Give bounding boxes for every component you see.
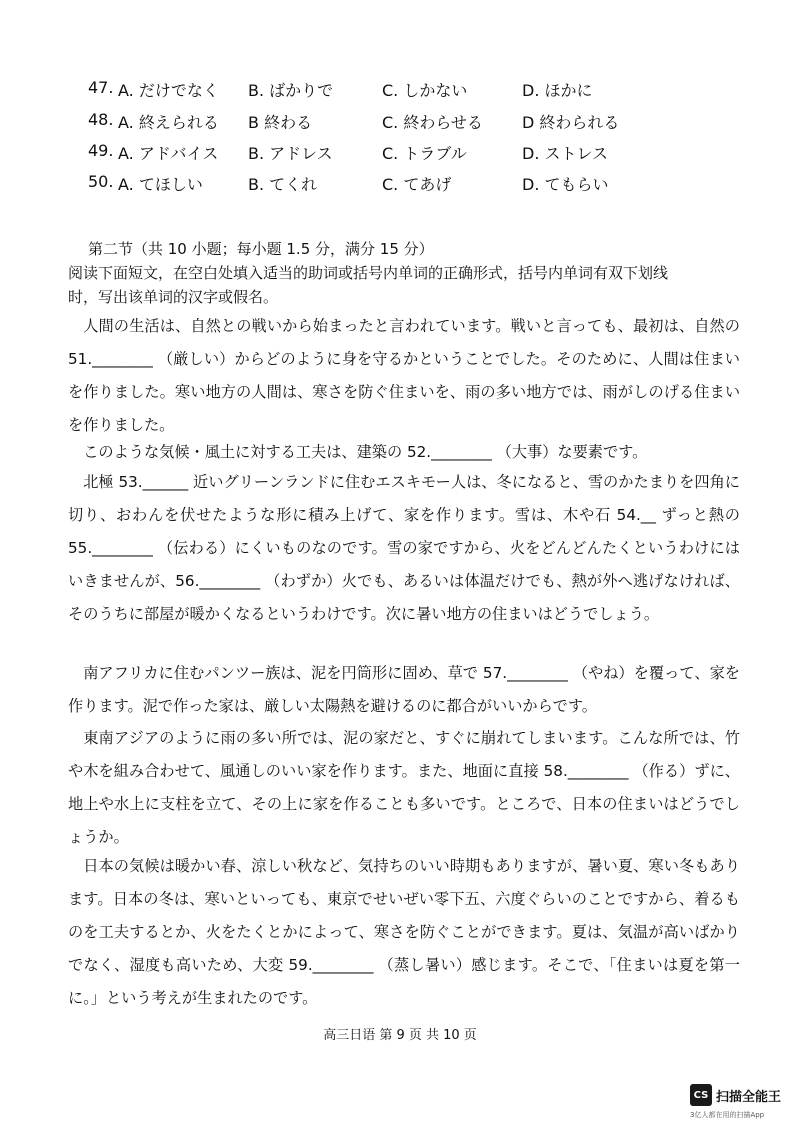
option-d: D. てもらい	[522, 175, 609, 194]
option-c: C. しかない	[382, 81, 468, 100]
instruction-line-2: 时，写出该单词的汉字或假名。	[68, 288, 279, 306]
passage-paragraph-2	[68, 436, 740, 469]
paragraph-text: 日本の気候は暖かい春、涼しい秋など、気持ちのいい時期もありますが、暑い夏、寒い冬もあります。日本の冬は、寒いといっても、東京でせいぜい零下五、六度ぐらいのことですから、着るものを工夫するとか、火をたくとかによって、寒さを防ぐことができます。夏は、気温が高いばかりでなく、湿度も高いため、大変 59.________ （蒸し暑い）感じます。そこで、「住まいは夏を第一に。」という考えが生まれたのです。	[68, 857, 741, 1007]
option-d: D. ほかに	[522, 81, 593, 100]
instruction-line-1: 阅读下面短文，在空白处填入适当的助词或括号内单词的正确形式，括号内单词有双下划线	[68, 264, 669, 282]
paragraph-text: 人間の生活は、自然との戦いから始まったと言われています。戦いと言っても、最初は、自然の 51.________ （厳しい）からどのように身を守るかということでした。そのために、人間は住まいを作りました。寒い地方の人間は、寒さを防ぐ住まいを、雨の多い地方では、雨がしのげる住まいを作りました。	[68, 317, 741, 434]
passage-paragraph-3	[68, 466, 740, 631]
option-a: A. だけでなく	[118, 81, 219, 100]
option-b: B. てくれ	[248, 175, 318, 194]
option-c: C. トラブル	[382, 144, 467, 163]
option-d: D 終わられる	[522, 113, 620, 132]
option-b: B. アドレス	[248, 144, 333, 163]
question-number: 49.	[88, 141, 114, 160]
paragraph-text: このような気候・風土に対する工夫は、建築の 52.________ （大事）な要素です。	[83, 443, 648, 461]
option-b: B 終わる	[248, 113, 313, 132]
section-title: 第二节（共 10 小题；每小题 1.5 分，满分 15 分）	[88, 240, 434, 258]
scanner-logo-icon: CS	[690, 1084, 712, 1106]
question-number: 47.	[88, 78, 114, 97]
option-d: D. ストレス	[522, 144, 609, 163]
option-c: C. てあげ	[382, 175, 452, 194]
page-footer: 高三日语 第 9 页 共 10 页	[323, 1028, 477, 1043]
scanner-watermark	[690, 1084, 781, 1106]
question-number: 50.	[88, 172, 114, 191]
paragraph-text: 南アフリカに住むパンツー族は、泥を円筒形に固め、草で 57.________ （やね）を覆って、家を作ります。泥で作った家は、厳しい太陽熱を避けるのに都合がいいからです。	[68, 664, 740, 715]
passage-paragraph-6	[68, 850, 740, 1015]
paragraph-text: 東南アジアのように雨の多い所では、泥の家だと、すぐに崩れてしまいます。こんな所では、竹や木を組み合わせて、風通しのいい家を作ります。また、地面に直接 58.________ （作る）ずに、地上や水上に支柱を立て、その上に家を作ることも多いです。ところで、日本の住まいはどうでしょうか。	[68, 729, 740, 846]
passage-paragraph-5	[68, 722, 740, 854]
option-a: A. てほしい	[118, 175, 203, 194]
option-a: A. アドバイス	[118, 144, 219, 163]
passage-paragraph-4	[68, 657, 740, 723]
option-c: C. 終わらせる	[382, 113, 483, 132]
question-number: 48.	[88, 110, 114, 129]
passage-paragraph-1	[68, 310, 740, 442]
scanner-tagline: 3亿人都在用的扫描App	[690, 1111, 765, 1119]
scanner-app-name: 扫描全能王	[716, 1089, 782, 1105]
paragraph-text: 北極 53.______ 近いグリーンランドに住むエスキモー人は、冬になると、雪のかたまりを四角に切り、おわんを伏せたような形に積み上げて、家を作ります。雪は、木や石 54.__ ずっと熱の 55.________ （伝わる）にくいものなのです。雪の家ですから、火をどんどんたくというわけにはいきませんが、56.________ （わずか）火でも、あるいは体温だけでも、熱が外へ逃げなければ、そのうちに部屋が暖かくなるというわけです。次に暑い地方の住まいはどうでしょう。	[68, 473, 740, 623]
option-a: A. 終えられる	[118, 113, 219, 132]
option-b: B. ばかりで	[248, 81, 334, 100]
